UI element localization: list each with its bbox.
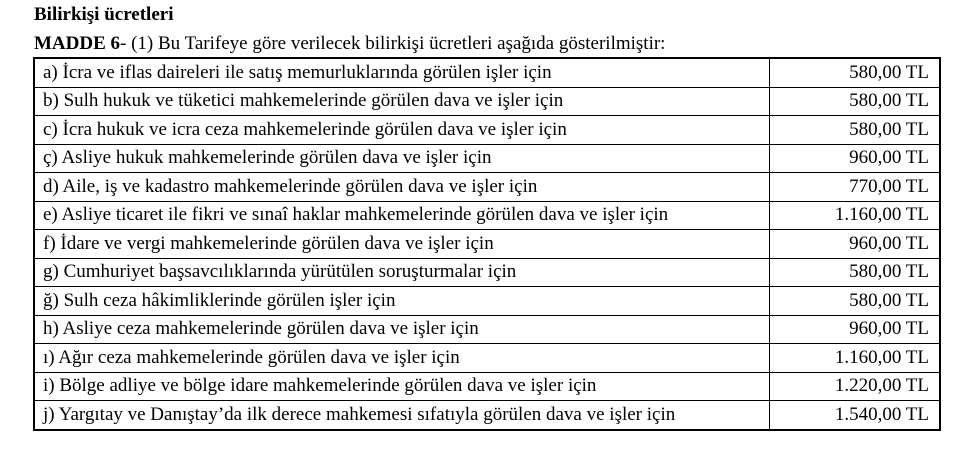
fee-item-cell: i) Bölge adliye ve bölge idare mahkemelerinde görülen dava ve işler için bbox=[34, 372, 770, 401]
table-row bbox=[34, 144, 940, 173]
fee-amount-cell: 580,00 TL bbox=[770, 58, 941, 87]
fee-amount-cell: 960,00 TL bbox=[770, 144, 941, 173]
table-row bbox=[34, 173, 940, 202]
fee-item-cell: ç) Asliye hukuk mahkemelerinde görülen dava ve işler için bbox=[34, 144, 770, 173]
fee-item-cell: a) İcra ve iflas daireleri ile satış memurluklarında görülen işler için bbox=[34, 58, 770, 87]
table-row bbox=[34, 116, 940, 145]
article-text: - (1) Bu Tarifeye göre verilecek bilirkişi ücretleri aşağıda gösterilmiştir: bbox=[120, 33, 666, 54]
table-row bbox=[34, 287, 940, 316]
article-intro bbox=[34, 33, 665, 55]
table-row bbox=[34, 258, 940, 287]
section-title: Bilirkişi ücretleri bbox=[34, 4, 174, 25]
fee-amount-cell: 1.220,00 TL bbox=[770, 372, 941, 401]
table-row bbox=[34, 201, 940, 230]
article-label: MADDE 6 bbox=[34, 33, 121, 54]
fee-table-body bbox=[34, 58, 940, 430]
fee-amount-cell: 1.160,00 TL bbox=[770, 201, 941, 230]
fee-amount-cell: 960,00 TL bbox=[770, 230, 941, 259]
fee-item-cell: f) İdare ve vergi mahkemelerinde görülen dava ve işler için bbox=[34, 230, 770, 259]
fee-item-cell: ğ) Sulh ceza hâkimliklerinde görülen işler için bbox=[34, 287, 770, 316]
fee-amount-cell: 1.540,00 TL bbox=[770, 401, 941, 430]
fee-amount-cell: 1.160,00 TL bbox=[770, 344, 941, 373]
fee-amount-cell: 580,00 TL bbox=[770, 116, 941, 145]
fee-item-cell: b) Sulh hukuk ve tüketici mahkemelerinde görülen dava ve işler için bbox=[34, 87, 770, 116]
fee-item-cell: g) Cumhuriyet başsavcılıklarında yürütülen soruşturmalar için bbox=[34, 258, 770, 287]
fee-item-cell: e) Asliye ticaret ile fikri ve sınaî haklar mahkemelerinde görülen dava ve işler için bbox=[34, 201, 770, 230]
table-row bbox=[34, 344, 940, 373]
fee-item-cell: c) İcra hukuk ve icra ceza mahkemelerinde görülen dava ve işler için bbox=[34, 116, 770, 145]
table-row bbox=[34, 372, 940, 401]
fee-amount-cell: 770,00 TL bbox=[770, 173, 941, 202]
fee-amount-cell: 580,00 TL bbox=[770, 87, 941, 116]
fee-amount-cell: 580,00 TL bbox=[770, 287, 941, 316]
table-row bbox=[34, 87, 940, 116]
table-row bbox=[34, 230, 940, 259]
fee-item-cell: ı) Ağır ceza mahkemelerinde görülen dava ve işler için bbox=[34, 344, 770, 373]
table-row bbox=[34, 401, 940, 430]
fee-amount-cell: 580,00 TL bbox=[770, 258, 941, 287]
table-row bbox=[34, 58, 940, 87]
fee-item-cell: j) Yargıtay ve Danıştay’da ilk derece mahkemesi sıfatıyla görülen dava ve işler için bbox=[34, 401, 770, 430]
fee-amount-cell: 960,00 TL bbox=[770, 315, 941, 344]
fee-table bbox=[33, 57, 941, 431]
fee-item-cell: h) Asliye ceza mahkemelerinde görülen dava ve işler için bbox=[34, 315, 770, 344]
table-row bbox=[34, 315, 940, 344]
fee-item-cell: d) Aile, iş ve kadastro mahkemelerinde görülen dava ve işler için bbox=[34, 173, 770, 202]
